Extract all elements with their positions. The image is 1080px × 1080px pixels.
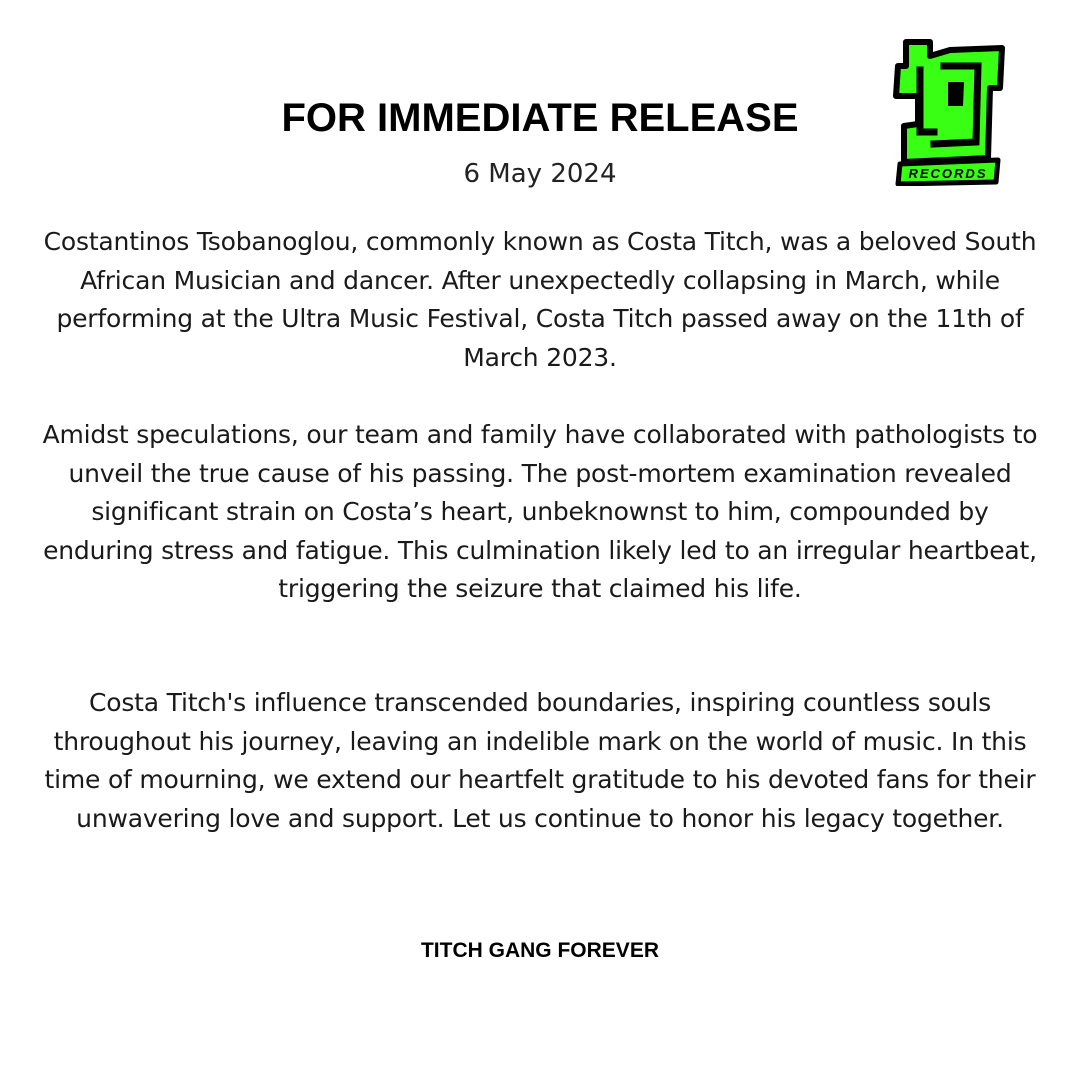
signoff-line: TITCH GANG FOREVER — [420, 939, 659, 962]
release-heading: FOR IMMEDIATE RELEASE — [281, 96, 799, 140]
logo-records-label: RECORDS — [908, 166, 988, 181]
paragraph-cause: Amidst speculations, our team and family have collaborated with pathologists to unveil the true cause of his passing. The post-mortem examination revealed significant strain on Costa’s heart, unbeknownst to him, compounded by enduring stress and fatigue. This culmination likely led to an irregular heartbeat, triggering the seizure that claimed his life. — [42, 420, 1038, 603]
release-date: 6 May 2024 — [463, 159, 617, 189]
paragraph-announcement: Costantinos Tsobanoglou, commonly known as Costa Titch, was a beloved South African Musician and dancer. After unexpectedly collapsing in March, while performing at the Ultra Music Festival, Costa Titch passed away on the 11th of March 2023. — [43, 227, 1037, 372]
paragraph-tribute: Costa Titch's influence transcended boundaries, inspiring countless souls throughout his journey, leaving an indelible mark on the world of music. In this time of mourning, we extend our heartfelt gratitude to his devoted fans for their unwavering love and support. Let us continue to honor his legacy together. — [44, 688, 1036, 833]
